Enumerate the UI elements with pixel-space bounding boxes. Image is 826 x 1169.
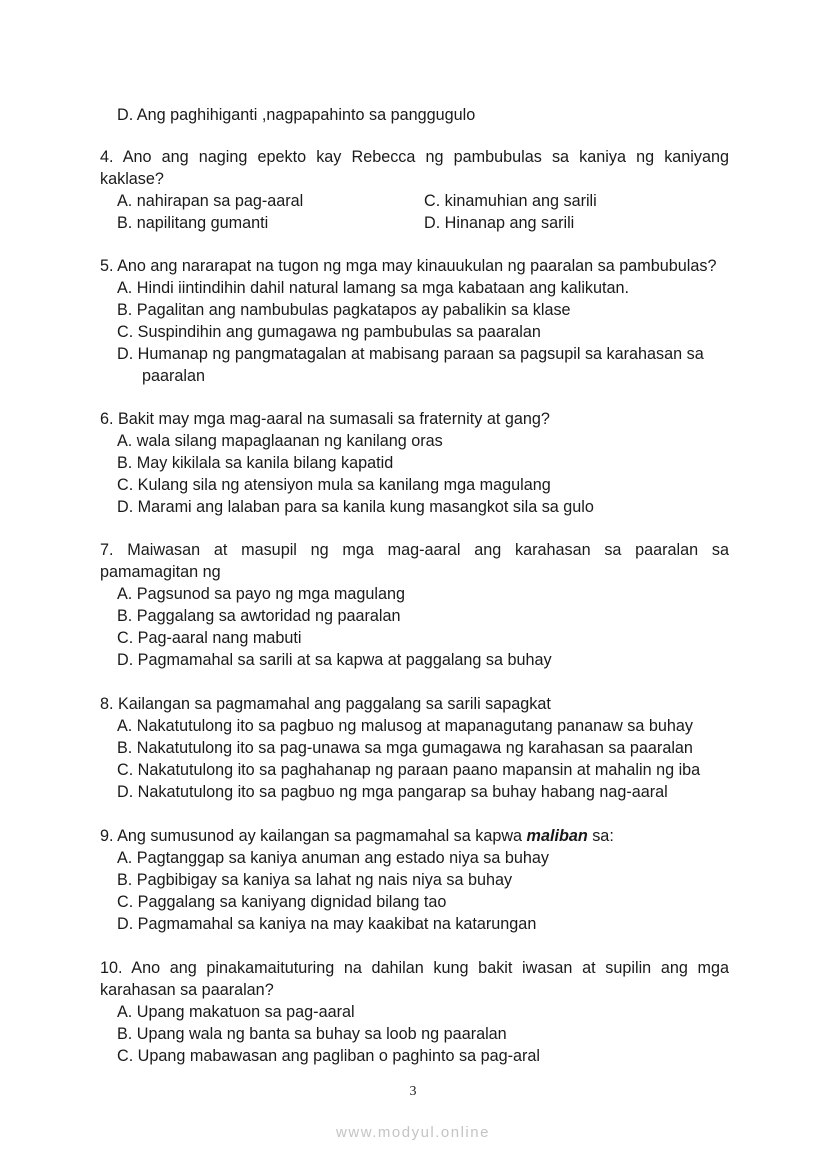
q8-stem: 8. Kailangan sa pagmamahal ang paggalang sa sarili sapagkat <box>100 695 551 713</box>
q6-option-c: C. Kulang sila ng atensiyon mula sa kanilang mga magulang <box>117 476 551 494</box>
q6-option-b: B. May kikilala sa kanila bilang kapatid <box>117 454 394 472</box>
q10-option-b: B. Upang wala ng banta sa buhay sa loob ng paaralan <box>117 1025 507 1043</box>
q5-option-d: D. Humanap ng pangmatagalan at mabisang paraan sa pagsupil sa karahasan sa <box>117 345 704 363</box>
q8-option-d: D. Nakatutulong ito sa pagbuo ng mga pangarap sa buhay habang nag-aaral <box>117 783 668 801</box>
q3-option-d: D. Ang paghihiganti ,nagpapahinto sa panggugulo <box>117 106 476 124</box>
q8-option-b: B. Nakatutulong ito sa pag-unawa sa mga gumagawa ng karahasan sa paaralan <box>117 739 693 757</box>
q7-option-b: B. Paggalang sa awtoridad ng paaralan <box>117 607 401 625</box>
q10-stem-line1: 10. Ano ang pinakamaituturing na dahilan kung bakit iwasan at supilin ang mga <box>100 959 729 977</box>
q9-option-d: D. Pagmamahal sa kaniya na may kaakibat na katarungan <box>117 915 537 933</box>
q4-stem-line1: 4. Ano ang naging epekto kay Rebecca ng pambubulas sa kaniya ng kaniyang <box>100 148 729 166</box>
page-number: 3 <box>409 1084 417 1099</box>
q4-option-a: A. nahirapan sa pag-aaral <box>117 192 304 210</box>
q6-stem: 6. Bakit may mga mag-aaral na sumasali sa fraternity at gang? <box>100 410 550 428</box>
q5-option-a: A. Hindi iintindihin dahil natural lamang sa mga kabataan ang kalikutan. <box>117 279 630 297</box>
q5-option-d-continued: paaralan <box>142 367 206 385</box>
q5-option-c: C. Suspindihin ang gumagawa ng pambubulas sa paaralan <box>117 323 541 341</box>
q9-stem-emphasis: maliban <box>526 827 588 845</box>
q9-option-a: A. Pagtanggap sa kaniya anuman ang estado niya sa buhay <box>117 849 549 867</box>
q5-option-b: B. Pagalitan ang nambubulas pagkatapos ay pabalikin sa klase <box>117 301 571 319</box>
watermark: www.modyul.online <box>336 1124 490 1141</box>
q4-stem-line2: kaklase? <box>100 170 164 188</box>
q9-stem-suffix: sa: <box>587 827 614 845</box>
q7-stem-line1: 7. Maiwasan at masupil ng mga mag-aaral ang karahasan sa paaralan sa <box>100 541 729 559</box>
q9-option-b: B. Pagbibigay sa kaniya sa lahat ng nais niya sa buhay <box>117 871 513 889</box>
q7-stem-line2: pamamagitan ng <box>100 563 221 581</box>
q10-option-a: A. Upang makatuon sa pag-aaral <box>117 1003 355 1021</box>
q7-option-c: C. Pag-aaral nang mabuti <box>117 629 302 647</box>
q9-option-c: C. Paggalang sa kaniyang dignidad bilang tao <box>117 893 447 911</box>
q4-option-d: D. Hinanap ang sarili <box>424 214 575 232</box>
q7-option-a: A. Pagsunod sa payo ng mga magulang <box>117 585 405 603</box>
q4-option-c: C. kinamuhian ang sarili <box>424 192 597 210</box>
q9-stem-text: 9. Ang sumusunod ay kailangan sa pagmamahal sa kapwa <box>100 827 527 845</box>
q4-option-b: B. napilitang gumanti <box>117 214 269 232</box>
q7-option-d: D. Pagmamahal sa sarili at sa kapwa at paggalang sa buhay <box>117 651 552 669</box>
q9-stem <box>100 825 729 847</box>
q10-option-c: C. Upang mabawasan ang pagliban o paghinto sa pag-aral <box>117 1047 540 1065</box>
q6-option-d: D. Marami ang lalaban para sa kanila kung masangkot sila sa gulo <box>117 498 594 516</box>
q6-option-a: A. wala silang mapaglaanan ng kanilang oras <box>117 432 443 450</box>
q8-option-a: A. Nakatutulong ito sa pagbuo ng malusog at mapanagutang pananaw sa buhay <box>117 717 693 735</box>
q5-stem: 5. Ano ang nararapat na tugon ng mga may kinauukulan ng paaralan sa pambubulas? <box>100 257 717 275</box>
q8-option-c: C. Nakatutulong ito sa paghahanap ng paraan paano mapansin at mahalin ng iba <box>117 761 701 779</box>
q10-stem-line2: karahasan sa paaralan? <box>100 981 274 999</box>
